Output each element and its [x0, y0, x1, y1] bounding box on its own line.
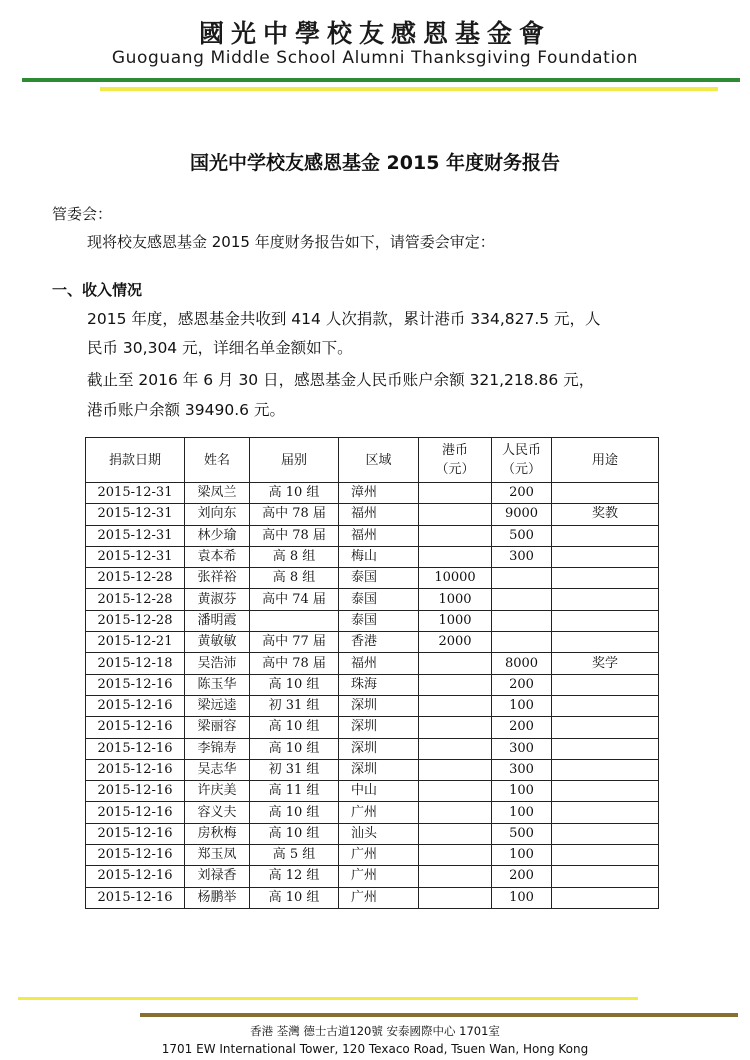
cell-date: 2015-12-18	[86, 653, 185, 674]
cell-name: 黄敏敏	[185, 632, 250, 653]
table-row	[86, 483, 659, 504]
cell-date: 2015-12-16	[86, 738, 185, 759]
table-row	[86, 589, 659, 610]
foundation-name-chinese: 國光中學校友感恩基金會	[198, 19, 551, 48]
table-row	[86, 887, 659, 908]
cell-grade: 高 11 组	[250, 781, 339, 802]
cell-use	[552, 887, 659, 908]
cell-hkd	[419, 525, 492, 546]
report-title: 国光中学校友感恩基金 2015 年度财务报告	[189, 152, 561, 174]
cell-use: 奖教	[552, 504, 659, 525]
cell-date: 2015-12-31	[86, 546, 185, 567]
header-date: 捐款日期	[86, 438, 185, 483]
cell-region: 广州	[339, 887, 419, 908]
cell-rmb: 500	[492, 823, 552, 844]
table-row	[86, 695, 659, 716]
cell-grade: 高中 78 届	[250, 525, 339, 546]
table-row	[86, 866, 659, 887]
cell-region: 泰国	[339, 610, 419, 631]
cell-use	[552, 632, 659, 653]
cell-name: 杨鹏举	[185, 887, 250, 908]
cell-hkd	[419, 866, 492, 887]
table-row	[86, 653, 659, 674]
table-body	[86, 483, 659, 909]
cell-grade: 高 10 组	[250, 823, 339, 844]
cell-grade: 高 10 组	[250, 738, 339, 759]
cell-use	[552, 589, 659, 610]
cell-grade: 高中 78 届	[250, 653, 339, 674]
cell-use: 奖学	[552, 653, 659, 674]
cell-date: 2015-12-16	[86, 674, 185, 695]
cell-date: 2015-12-16	[86, 823, 185, 844]
cell-date: 2015-12-16	[86, 759, 185, 780]
cell-rmb	[492, 568, 552, 589]
balance-paragraph-line: 港币账户余额 39490.6 元。	[87, 401, 285, 419]
cell-hkd	[419, 717, 492, 738]
cell-rmb: 200	[492, 866, 552, 887]
table-row	[86, 845, 659, 866]
cell-region: 梅山	[339, 546, 419, 567]
cell-hkd	[419, 674, 492, 695]
cell-date: 2015-12-16	[86, 695, 185, 716]
cell-region: 泰国	[339, 589, 419, 610]
cell-use	[552, 845, 659, 866]
cell-rmb: 100	[492, 695, 552, 716]
header-rmb-unit: （元）	[501, 462, 541, 477]
table-header-row	[86, 438, 659, 483]
table-row	[86, 781, 659, 802]
cell-region: 广州	[339, 866, 419, 887]
cell-grade: 高 8 组	[250, 568, 339, 589]
header-rmb	[492, 438, 552, 483]
cell-use	[552, 674, 659, 695]
cell-rmb	[492, 589, 552, 610]
cell-name: 袁本希	[185, 546, 250, 567]
cell-hkd: 1000	[419, 589, 492, 610]
cell-rmb: 500	[492, 525, 552, 546]
salutation: 管委会：	[52, 205, 113, 223]
cell-use	[552, 802, 659, 823]
cell-region: 广州	[339, 845, 419, 866]
cell-rmb: 200	[492, 483, 552, 504]
cell-region: 深圳	[339, 738, 419, 759]
cell-date: 2015-12-16	[86, 866, 185, 887]
cell-region: 福州	[339, 525, 419, 546]
cell-use	[552, 695, 659, 716]
cell-hkd	[419, 759, 492, 780]
cell-date: 2015-12-16	[86, 845, 185, 866]
cell-name: 陈玉华	[185, 674, 250, 695]
cell-hkd	[419, 823, 492, 844]
donation-table	[85, 437, 659, 909]
cell-rmb: 9000	[492, 504, 552, 525]
foundation-name-english: Guoguang Middle School Alumni Thanksgiving Foundation	[111, 48, 639, 68]
table-row	[86, 504, 659, 525]
header-name: 姓名	[185, 438, 250, 483]
cell-name: 林少瑜	[185, 525, 250, 546]
cell-use	[552, 568, 659, 589]
cell-date: 2015-12-28	[86, 589, 185, 610]
header-yellow-rule	[100, 87, 718, 91]
cell-name: 吴浩沛	[185, 653, 250, 674]
cell-name: 许庆美	[185, 781, 250, 802]
cell-grade: 高 12 组	[250, 866, 339, 887]
cell-rmb: 100	[492, 845, 552, 866]
cell-use	[552, 717, 659, 738]
header-hkd-unit: （元）	[435, 462, 475, 477]
cell-hkd	[419, 738, 492, 759]
cell-use	[552, 738, 659, 759]
cell-grade: 高 5 组	[250, 845, 339, 866]
table-row	[86, 738, 659, 759]
cell-use	[552, 823, 659, 844]
cell-hkd	[419, 653, 492, 674]
cell-region: 珠海	[339, 674, 419, 695]
cell-region: 福州	[339, 504, 419, 525]
cell-region: 泰国	[339, 568, 419, 589]
cell-region: 深圳	[339, 717, 419, 738]
header-hkd	[419, 438, 492, 483]
cell-use	[552, 866, 659, 887]
table-row	[86, 674, 659, 695]
cell-hkd	[419, 887, 492, 908]
cell-date: 2015-12-31	[86, 504, 185, 525]
cell-hkd: 2000	[419, 632, 492, 653]
table-row	[86, 759, 659, 780]
cell-name: 容义夫	[185, 802, 250, 823]
cell-region: 广州	[339, 802, 419, 823]
cell-grade: 高 10 组	[250, 887, 339, 908]
cell-hkd	[419, 802, 492, 823]
balance-paragraph-line: 截止至 2016 年 6 月 30 日，感恩基金人民币账户余额 321,218.86 元，	[87, 371, 595, 389]
header-green-rule	[22, 78, 740, 82]
cell-region: 中山	[339, 781, 419, 802]
cell-rmb: 300	[492, 759, 552, 780]
cell-name: 郑玉凤	[185, 845, 250, 866]
cell-hkd: 10000	[419, 568, 492, 589]
cell-hkd	[419, 483, 492, 504]
cell-grade: 高 10 组	[250, 483, 339, 504]
cell-grade: 高 10 组	[250, 802, 339, 823]
cell-date: 2015-12-16	[86, 802, 185, 823]
cell-date: 2015-12-16	[86, 781, 185, 802]
cell-grade: 高中 77 届	[250, 632, 339, 653]
cell-date: 2015-12-28	[86, 610, 185, 631]
address-english: 1701 EW International Tower, 120 Texaco Road, Tsuen Wan, Hong Kong	[161, 1042, 589, 1056]
cell-hkd	[419, 504, 492, 525]
cell-region: 深圳	[339, 759, 419, 780]
cell-rmb: 300	[492, 738, 552, 759]
cell-date: 2015-12-31	[86, 525, 185, 546]
cell-name: 刘向东	[185, 504, 250, 525]
cell-grade	[250, 610, 339, 631]
cell-rmb: 300	[492, 546, 552, 567]
cell-name: 吴志华	[185, 759, 250, 780]
cell-region: 漳州	[339, 483, 419, 504]
cell-use	[552, 759, 659, 780]
cell-rmb: 100	[492, 781, 552, 802]
cell-use	[552, 781, 659, 802]
table-row	[86, 823, 659, 844]
cell-name: 潘明霞	[185, 610, 250, 631]
cell-grade: 高中 78 届	[250, 504, 339, 525]
cell-name: 梁丽容	[185, 717, 250, 738]
cell-name: 房秋梅	[185, 823, 250, 844]
cell-rmb	[492, 632, 552, 653]
cell-rmb: 8000	[492, 653, 552, 674]
footer-yellow-rule	[18, 997, 638, 1000]
intro-paragraph: 现将校友感恩基金 2015 年度财务报告如下，请管委会审定：	[87, 233, 495, 251]
cell-date: 2015-12-16	[86, 887, 185, 908]
cell-region: 福州	[339, 653, 419, 674]
cell-hkd	[419, 845, 492, 866]
cell-use	[552, 610, 659, 631]
header-region: 区域	[339, 438, 419, 483]
header-rmb-label: 人民币	[501, 443, 541, 458]
cell-rmb: 200	[492, 674, 552, 695]
header-use: 用途	[552, 438, 659, 483]
cell-grade: 高中 74 届	[250, 589, 339, 610]
cell-region: 汕头	[339, 823, 419, 844]
cell-rmb: 100	[492, 802, 552, 823]
cell-use	[552, 546, 659, 567]
cell-grade: 高 10 组	[250, 717, 339, 738]
cell-region: 深圳	[339, 695, 419, 716]
table-row	[86, 525, 659, 546]
table-row	[86, 546, 659, 567]
cell-grade: 初 31 组	[250, 759, 339, 780]
cell-date: 2015-12-28	[86, 568, 185, 589]
cell-date: 2015-12-31	[86, 483, 185, 504]
table-row	[86, 610, 659, 631]
income-paragraph-line: 2015 年度，感恩基金共收到 414 人次捐款，累计港币 334,827.5 元，人	[87, 310, 601, 328]
cell-hkd	[419, 781, 492, 802]
table-row	[86, 568, 659, 589]
cell-name: 梁凤兰	[185, 483, 250, 504]
address-chinese: 香港 荃灣 德士古道120號 安泰國際中心 1701室	[250, 1024, 500, 1038]
income-paragraph-line: 民币 30,304 元，详细名单金额如下。	[87, 339, 353, 357]
table-row	[86, 802, 659, 823]
cell-date: 2015-12-21	[86, 632, 185, 653]
cell-name: 李锦寿	[185, 738, 250, 759]
section-heading-income: 一、收入情况	[52, 281, 143, 299]
cell-date: 2015-12-16	[86, 717, 185, 738]
table-row	[86, 717, 659, 738]
cell-region: 香港	[339, 632, 419, 653]
cell-hkd	[419, 695, 492, 716]
cell-name: 黄淑芬	[185, 589, 250, 610]
cell-use	[552, 525, 659, 546]
cell-rmb	[492, 610, 552, 631]
header-hkd-label: 港币	[441, 443, 468, 458]
footer-brown-rule	[140, 1013, 738, 1017]
cell-grade: 高 10 组	[250, 674, 339, 695]
cell-rmb: 200	[492, 717, 552, 738]
cell-grade: 初 31 组	[250, 695, 339, 716]
cell-name: 梁远逵	[185, 695, 250, 716]
header-grade: 届别	[250, 438, 339, 483]
cell-name: 张祥裕	[185, 568, 250, 589]
cell-rmb: 100	[492, 887, 552, 908]
cell-hkd	[419, 546, 492, 567]
cell-grade: 高 8 组	[250, 546, 339, 567]
cell-name: 刘禄香	[185, 866, 250, 887]
cell-use	[552, 483, 659, 504]
table-row	[86, 632, 659, 653]
cell-hkd: 1000	[419, 610, 492, 631]
